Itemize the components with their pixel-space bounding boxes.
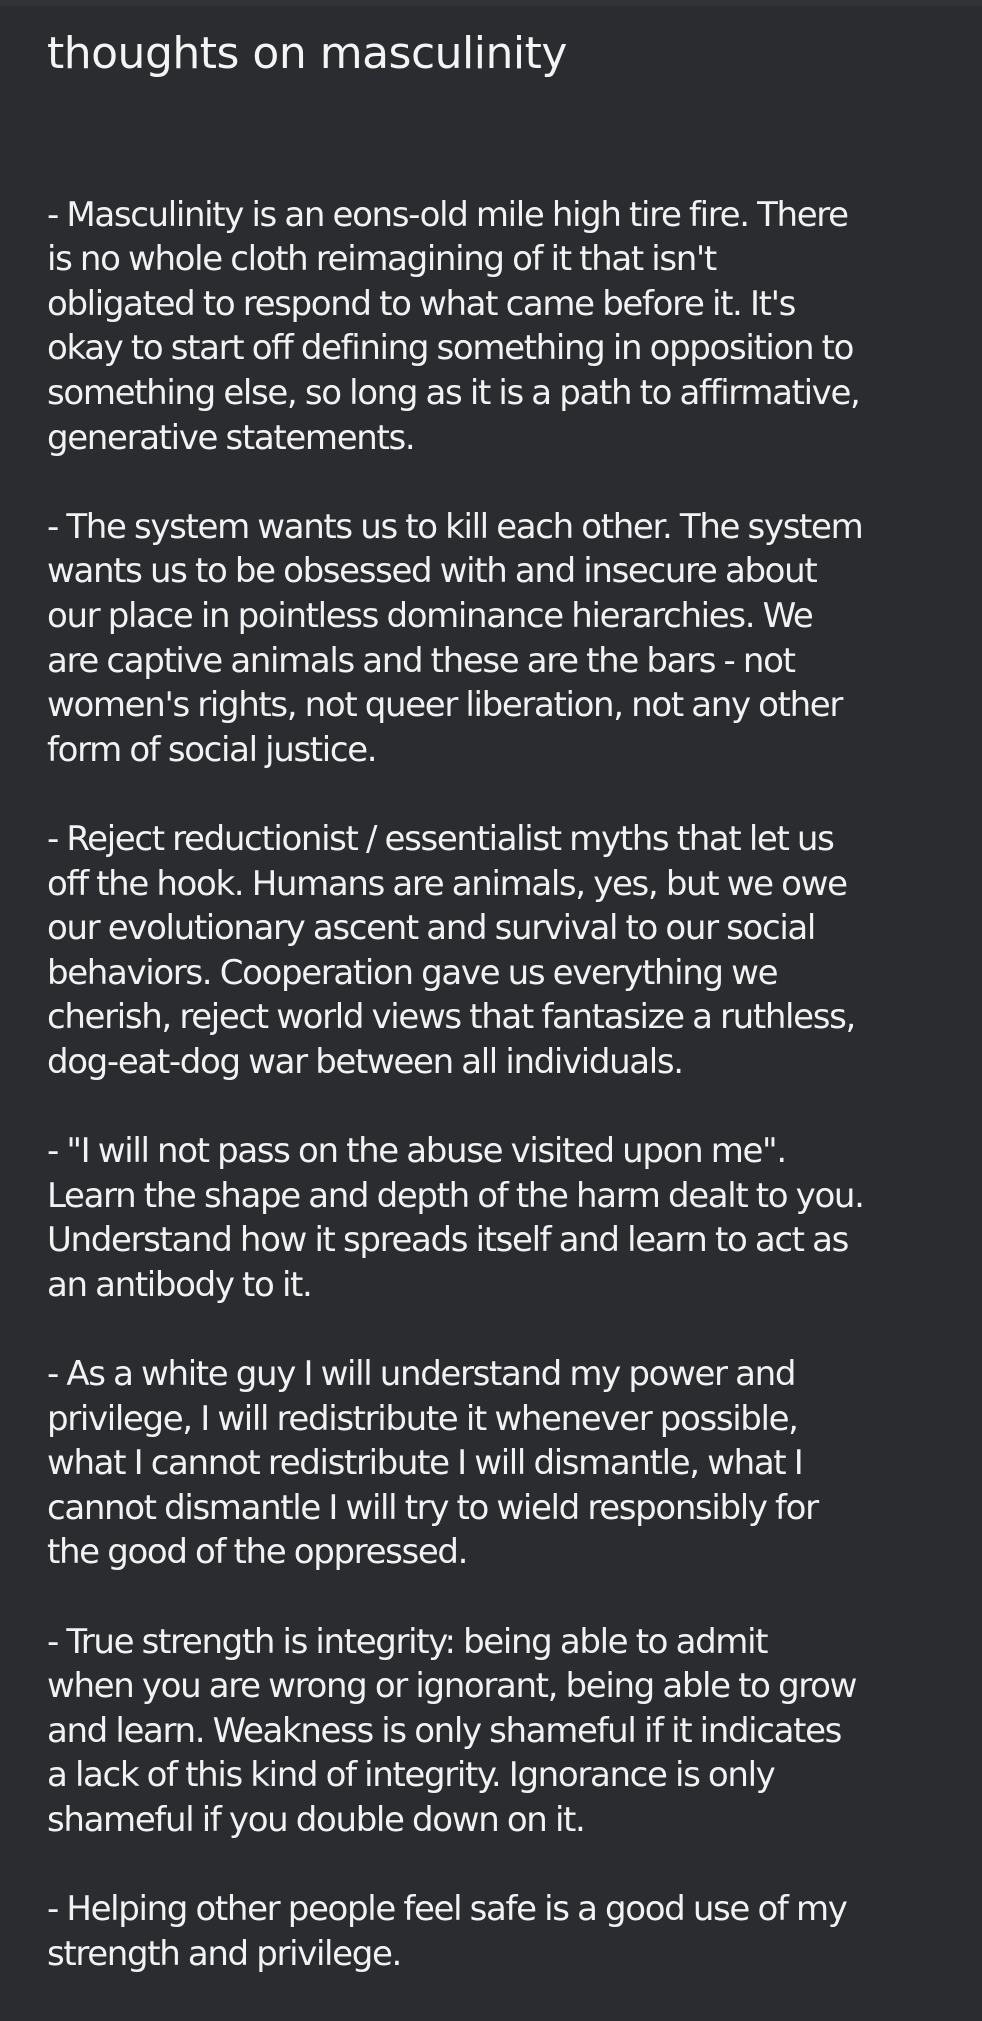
note-paragraph: - The system wants us to kill each other. The system wants us to be obsessed with and insecure about our place in pointless dominance hierarchies. We are captive animals and these are the bars - not women's rights, not queer liberation, not any other form of social justice. bbox=[47, 506, 863, 770]
note-paragraph: - True strength is integrity: being able to admit when you are wrong or ignorant, being able to grow and learn. Weakness is only shameful if it indicates a lack of this kind of integrity. Ignorance is only shameful if you double down on it. bbox=[47, 1621, 857, 1840]
note-paragraph: - Masculinity is an eons-old mile high tire fire. There is no whole cloth reimagining of it that isn't obligated to respond to what came before it. It's okay to start off defining something in opposition to something else, so long as it is a path to affirmative, generative statements. bbox=[47, 194, 860, 458]
note-editor[interactable] bbox=[47, 22, 947, 2021]
note-body[interactable] bbox=[47, 148, 947, 2021]
note-paragraph: - Helping other people feel safe is a good use of my strength and privilege. bbox=[47, 1889, 847, 1974]
note-paragraph: - Reject reductionist / essentialist myths that let us off the hook. Humans are animals, yes, but we owe our evolutionary ascent and survival to our social behaviors. Cooperation gave us everything we cherish, reject world views that fantasize a ruthless, dog-eat-dog war between all individuals. bbox=[47, 818, 855, 1082]
note-title[interactable]: thoughts on masculinity bbox=[47, 28, 567, 79]
note-paragraph: - As a white guy I will understand my power and privilege, I will redistribute it whenever possible, what I cannot redistribute I will dismantle, what I cannot dismantle I will try to wield responsibly for the good of the oppressed. bbox=[47, 1354, 818, 1573]
note-paragraph: - "I will not pass on the abuse visited upon me". Learn the shape and depth of the harm dealt to you. Understand how it spreads itself and learn to act as an antibody to it. bbox=[47, 1131, 864, 1305]
status-bar-edge bbox=[0, 0, 982, 6]
